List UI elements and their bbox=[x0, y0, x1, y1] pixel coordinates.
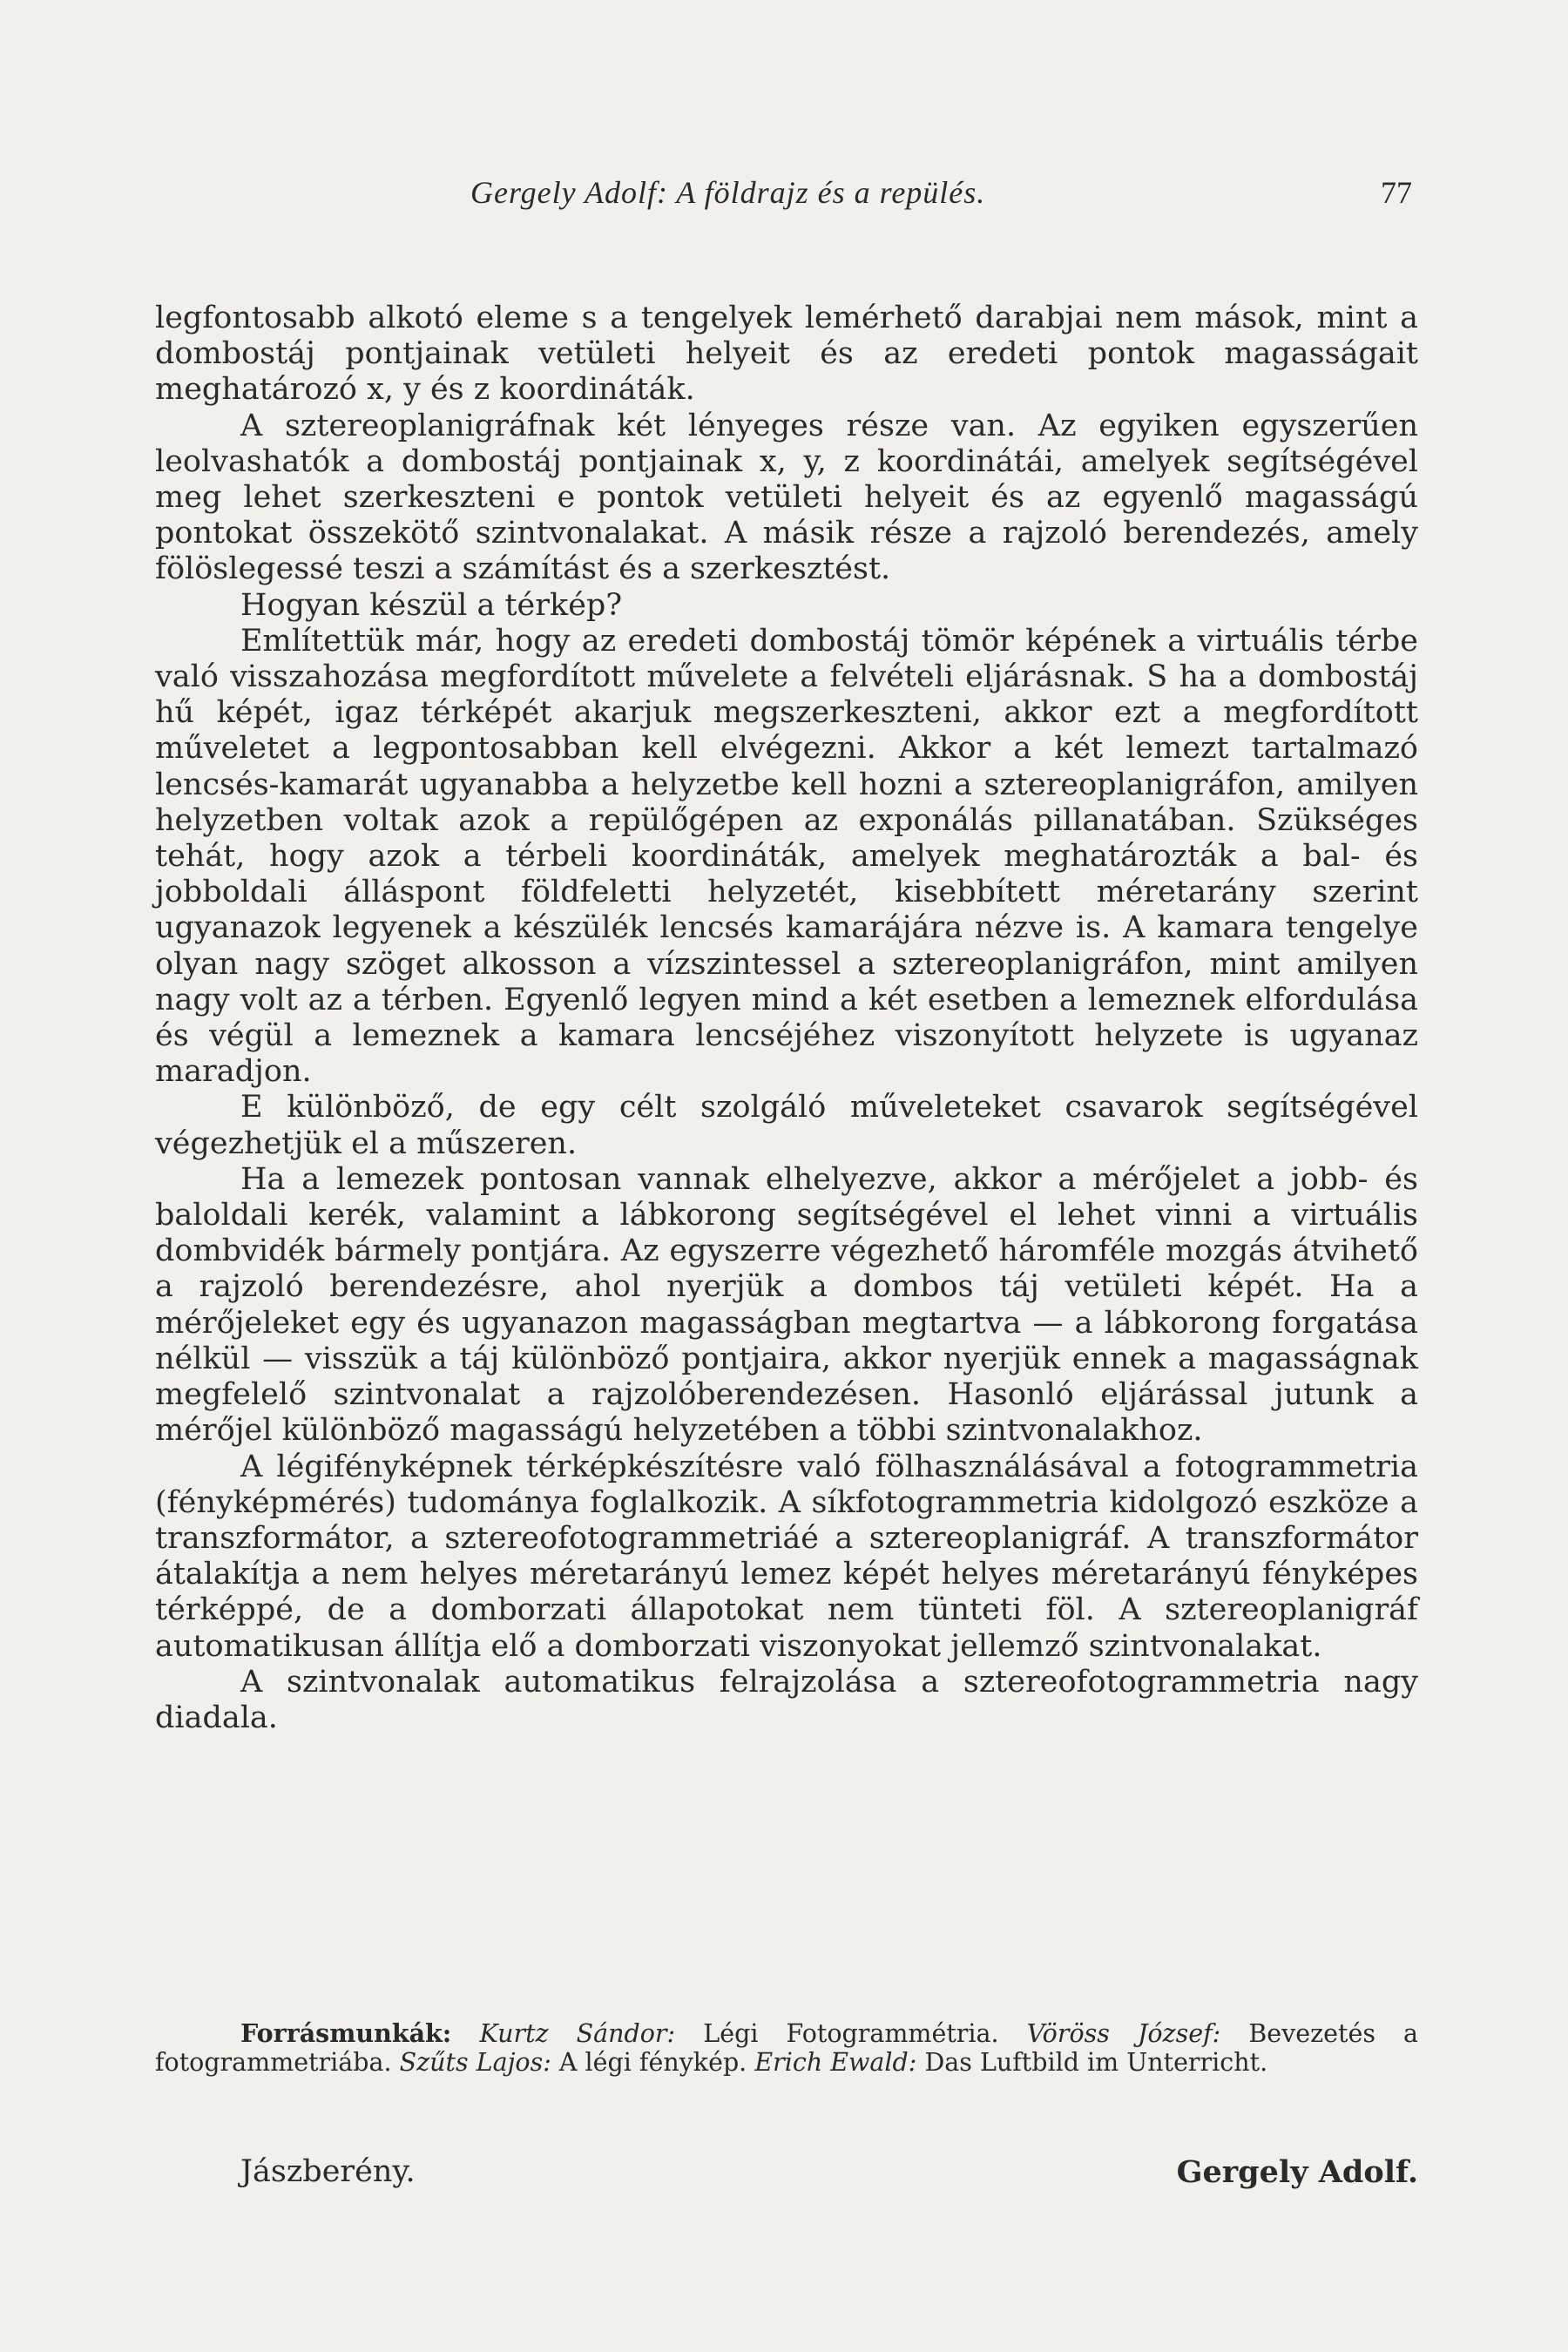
paragraph: E különböző, de egy célt szolgáló műveleteket csavarok segítségével végezhetjük el a műszeren. bbox=[155, 1090, 1418, 1161]
paragraph: A szintvonalak automatikus felrajzolása a sztereofotogrammetria nagy diadala. bbox=[155, 1664, 1418, 1735]
paragraph: A légifényképnek térképkészítésre való fölhasználásával a fotogrammetria (fényképmérés) tudománya foglalkozik. A síkfotogrammetria kidolgozó eszköze a transzformátor, a sztereofotogrammetriáé a sztereoplanigráf. A transzformátor átalakítja a nem helyes méretarányú lemez képét helyes méretarányú fényképes térképpé, de a domborzati állapotokat nem tünteti föl. A sztereoplanigráf automatikusan állítja elő a domborzati viszonyokat jellemző szintvonalakat. bbox=[155, 1449, 1418, 1664]
sources-label: Forrásmunkák: bbox=[240, 2018, 452, 2048]
body-text bbox=[155, 301, 1418, 1736]
signature-author: Gergely Adolf. bbox=[1176, 2154, 1418, 2190]
paragraph: legfontosabb alkotó eleme s a tengelyek lemérhető darabjai nem mások, mint a dombostáj pontjainak vetületi helyeit és az eredeti pontok magasságait meghatározó x, y és z koordináták. bbox=[155, 301, 1418, 408]
page-number: 77 bbox=[1381, 175, 1412, 210]
source-title: Légi Fotogrammétria. bbox=[703, 2019, 999, 2048]
running-head: Gergely Adolf: A földrajz és a repülés. bbox=[470, 175, 986, 210]
page-header bbox=[0, 174, 1568, 226]
source-title: Bevezetés a fotogrammetriába. bbox=[155, 2019, 1419, 2077]
paragraph: Ha a lemezek pontosan vannak elhelyezve, akkor a mérőjelet a jobb- és baloldali kerék, valamint a lábkorong segítségével el lehet vinni a virtuális dombvidék bármely pontjára. Az egyszerre végezhető háromféle mozgás átvihető a rajzoló berendezésre, ahol nyerjük a dombos táj vetületi képét. Ha a mérőjeleket egy és ugyanazon magasságban megtartva — a lábkorong forgatása nélkül — visszük a táj különböző pontjaira, akkor nyerjük ennek a magasságnak megfelelő szintvonalat a rajzolóberendezésen. Hasonló eljárással jutunk a mérőjel különböző magasságú helyzetében a többi szintvonalakhoz. bbox=[155, 1161, 1418, 1449]
source-title: A légi fénykép. bbox=[558, 2048, 747, 2077]
paragraph: Hogyan készül a térkép? bbox=[240, 587, 623, 623]
signature-line bbox=[0, 2154, 1568, 2198]
signature-place: Jászberény. bbox=[240, 2154, 416, 2189]
source-author: Szűts Lajos: bbox=[399, 2048, 551, 2077]
source-author: Kurtz Sándor: bbox=[479, 2019, 676, 2048]
source-author: Erich Ewald: bbox=[754, 2048, 917, 2077]
sources-note bbox=[155, 2019, 1418, 2077]
source-author: Vöröss József: bbox=[1026, 2019, 1221, 2048]
paragraph: Említettük már, hogy az eredeti dombostáj tömör képének a virtuális térbe való visszahozása megfordított művelete a felvételi eljárásnak. S ha a dombostáj hű képét, igaz térképét akarjuk megszerkeszteni, akkor ezt a megfordított műveletet a legpontosabban kell elvégezni. Akkor a két lemezt tartalmazó lencsés-kamarát ugyanabba a helyzetbe kell hozni a sztereoplanigráfon, amilyen helyzetben voltak azok a repülőgépen az exponálás pillanatában. Szükséges tehát, hogy azok a térbeli koordináták, amelyek meghatározták a bal- és jobboldali álláspont földfeletti helyzetét, kisebbített méretarány szerint ugyanazok legyenek a készülék lencsés kamarájára nézve is. A kamara tengelye olyan nagy szöget alkosson a vízszintessel a sztereoplanigráfon, mint amilyen nagy volt az a térben. Egyenlő legyen mind a két esetben a lemeznek elfordulása és végül a lemeznek a kamara lencséjéhez viszonyított helyzete is ugyanaz maradjon. bbox=[155, 623, 1418, 1090]
paragraph: A sztereoplanigráfnak két lényeges része van. Az egyiken egyszerűen leolvashatók a dombostáj pontjainak x, y, z koordinátái, amelyek segítségével meg lehet szerkeszteni e pontok vetületi helyeit és az egyenlő magasságú pontokat összekötő szintvonalakat. A másik része a rajzoló berendezés, amely fölöslegessé teszi a számítást és a szerkesztést. bbox=[155, 408, 1418, 587]
source-title: Das Luftbild im Unterricht. bbox=[924, 2048, 1268, 2077]
